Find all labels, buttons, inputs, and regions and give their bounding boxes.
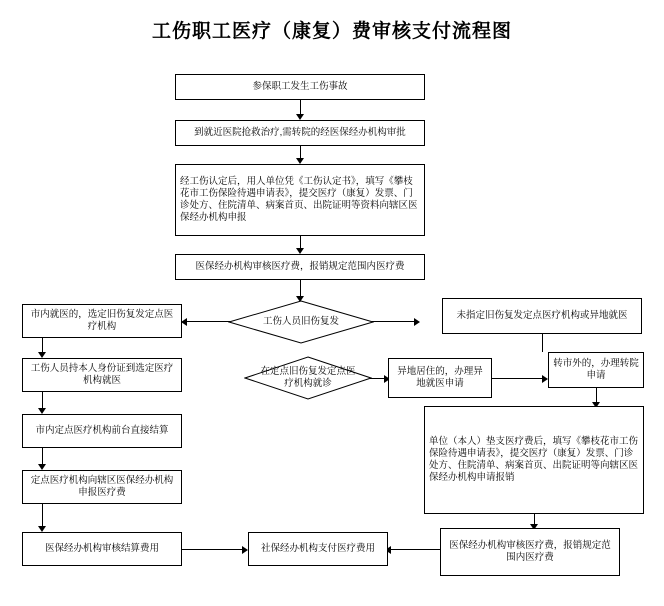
connector [390, 549, 440, 550]
node-label: 单位（本人）垫支医疗费后，填写《攀枝花市工伤保险待遇申请表》，提交医疗（康复）发票、门诊处方、住院清单、病案首页、出院证明等向辖区医保经办机构申请报销 [429, 435, 639, 484]
node-select-relapse-hospital [22, 304, 182, 338]
node-emergency-treatment [175, 120, 425, 146]
node-audit-and-reimburse [440, 528, 620, 576]
node-visit-with-id [22, 358, 182, 392]
node-audit-settlement-fee [22, 532, 182, 566]
page-title: 工伤职工医疗（康复）费审核支付流程图 [151, 21, 512, 42]
connector [182, 549, 244, 550]
node-label: 医保经办机构审核结算费用 [44, 542, 159, 554]
node-label: 未指定旧伤复发定点医疗机构或异地就医 [456, 309, 628, 321]
node-label: 定点医疗机构向辖区医保经办机构申报医疗费 [30, 474, 174, 498]
node-label: 工伤人员持本人身份证到选定医疗机构就医 [30, 362, 174, 386]
node-label: 到就近医院抢救治疗,需转院的经医保经办机构审批 [194, 126, 406, 138]
arrow-icon [414, 318, 420, 326]
decision-injury-relapse [228, 300, 374, 344]
node-label: 社保经办机构支付医疗费用 [260, 542, 375, 554]
node-label: 市内就医的，选定旧伤复发定点医疗机构 [30, 308, 174, 332]
node-label: 异地居住的，办理异地就医申请 [397, 365, 483, 389]
connector [372, 321, 416, 322]
connector [42, 504, 43, 528]
node-label: 医保经办机构审核医疗费，报销规定范围内医疗费 [195, 260, 405, 272]
decision-label: 在定点旧伤复发定点医疗机构就诊 [260, 366, 356, 389]
node-undesignated-or-offsite [442, 298, 642, 334]
node-self-paid-reimbursement [424, 406, 644, 514]
node-label: 转市外的，办理转院申请 [553, 357, 639, 381]
node-review-medical-fee [175, 254, 425, 280]
decision-at-designated-hospital [244, 356, 372, 400]
decision-label: 工伤人员旧伤复发 [262, 316, 339, 328]
node-label: 医保经办机构审核医疗费，报销规定范围内医疗费 [449, 539, 611, 563]
connector [492, 378, 544, 379]
connector [542, 334, 543, 352]
node-submit-claim-materials [175, 164, 425, 236]
node-offsite-residence-application [388, 358, 492, 398]
node-transfer-outside-city [548, 352, 644, 388]
node-pay-medical-fee [248, 532, 388, 566]
node-label: 参保职工发生工伤事故 [252, 80, 348, 92]
node-label: 市内定点医疗机构前台直接结算 [35, 424, 169, 436]
connector [186, 321, 230, 322]
node-hospital-declare-fee [22, 470, 182, 504]
node-label: 经工伤认定后，用人单位凭《工伤认定书》，填写《攀枝花市工伤保险待遇申请表》，提交医疗（康复）发票、门诊处方、住院清单、病案首页、出院证明等资料向辖区医保经办机构申报 [180, 175, 418, 224]
node-work-injury-accident [175, 74, 425, 100]
node-direct-settlement [22, 414, 182, 448]
